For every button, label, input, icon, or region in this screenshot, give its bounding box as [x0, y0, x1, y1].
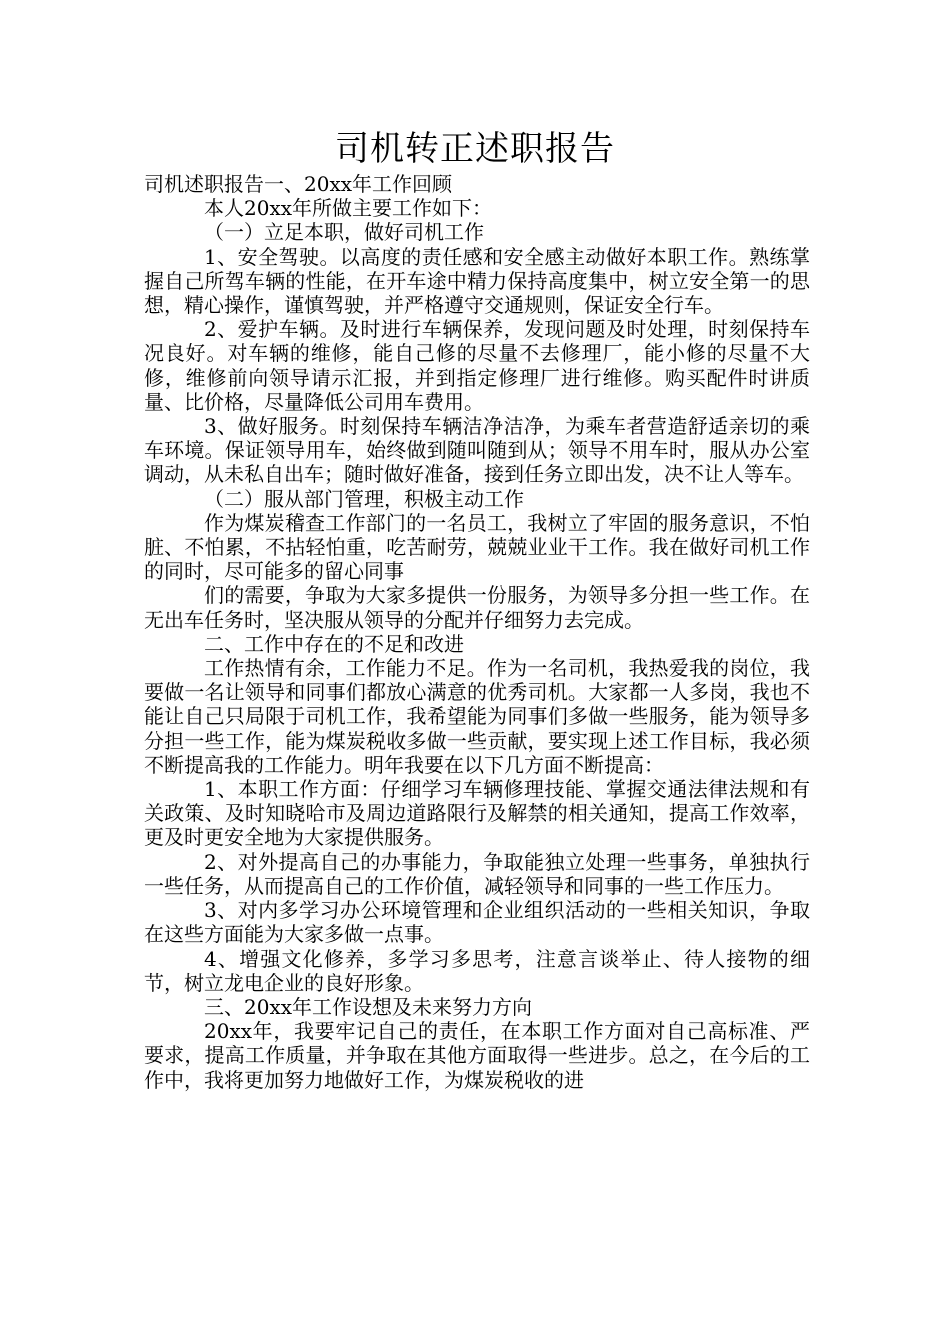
section-heading-1-1: （一）立足本职，做好司机工作	[204, 220, 484, 245]
paragraph-safe-driving: 1、安全驾驶。以高度的责任感和安全感主动做好本职工作。熟练掌握自己所驾车辆的性能，在开车途中精力保持高度集中，树立安全第一的思想，精心操作，谨慎驾驶，并严格遵守交通规则，保证安全行车。	[144, 244, 810, 318]
paragraph-improve-2: 2、对外提高自己的办事能力，争取能独立处理一些事务，单独执行一些任务，从而提高自己的工作价值，减轻领导和同事的一些工作压力。	[144, 849, 810, 898]
document-body	[144, 172, 810, 1092]
section-heading-1-2: （二）服从部门管理，积极主动工作	[204, 486, 524, 511]
section-heading-2: 二、工作中存在的不足和改进	[204, 631, 464, 656]
paragraph-shortcomings: 工作热情有余，工作能力不足。作为一名司机，我热爱我的岗位，我要做一名让领导和同事们都放心满意的优秀司机。大家都一人多岗，我也不能让自己只局限于司机工作，我希望能为同事们多做一些服务，能为领导多分担一些工作，能为煤炭税收多做一些贡献，要实现上述工作目标，我必须不断提高我的工作能力。明年我要在以下几方面不断提高：	[144, 656, 810, 777]
paragraph-department-work: 作为煤炭稽查工作部门的一名员工，我树立了牢固的服务意识，不怕脏、不怕累，不拈轻怕重，吃苦耐劳，兢兢业业干工作。我在做好司机工作的同时，尽可能多的留心同事	[144, 510, 810, 584]
paragraph-vehicle-care: 2、爱护车辆。及时进行车辆保养，发现问题及时处理，时刻保持车况良好。对车辆的维修，能自己修的尽量不去修理厂，能小修的尽量不大修，维修前向领导请示汇报，并到指定修理厂进行维修。购买配件时讲质量、比价格，尽量降低公司用车费用。	[144, 317, 810, 414]
paragraph-intro: 司机述职报告一、20xx年工作回顾	[144, 172, 453, 196]
document-title: 司机转正述职报告	[335, 129, 615, 169]
paragraph-service: 3、做好服务。时刻保持车辆洁净洁净，为乘车者营造舒适亲切的乘车环境。保证领导用车，始终做到随叫随到从；领导不用车时，服从办公室调动，从未私自出车；随时做好准备，接到任务立即出发，决不让人等车。	[144, 414, 810, 487]
paragraph-future-plan: 20xx年，我要牢记自己的责任，在本职工作方面对自己高标准、严要求，提高工作质量，并争取在其他方面取得一些进步。总之，在今后的工作中，我将更加努力地做好工作，为煤炭税收的进	[144, 1019, 810, 1092]
paragraph-improve-4: 4、增强文化修养，多学习多思考，注意言谈举止、待人接物的细节，树立龙电企业的良好形象。	[144, 946, 810, 995]
paragraph-summary: 本人20xx年所做主要工作如下：	[204, 196, 493, 221]
paragraph-improve-1: 1、本职工作方面：仔细学习车辆修理技能、掌握交通法律法规和有关政策、及时知晓哈市及周边道路限行及解禁的相关通知，提高工作效率，更及时更安全地为大家提供服务。	[144, 777, 810, 850]
section-heading-3: 三、20xx年工作设想及未来努力方向	[204, 994, 533, 1019]
paragraph-colleague-needs: 们的需要，争取为大家多提供一份服务，为领导多分担一些工作。在无出车任务时，坚决服从领导的分配并仔细努力去完成。	[144, 583, 810, 632]
paragraph-improve-3: 3、对内多学习办公环境管理和企业组织活动的一些相关知识，争取在这些方面能为大家多做一点事。	[144, 898, 810, 947]
